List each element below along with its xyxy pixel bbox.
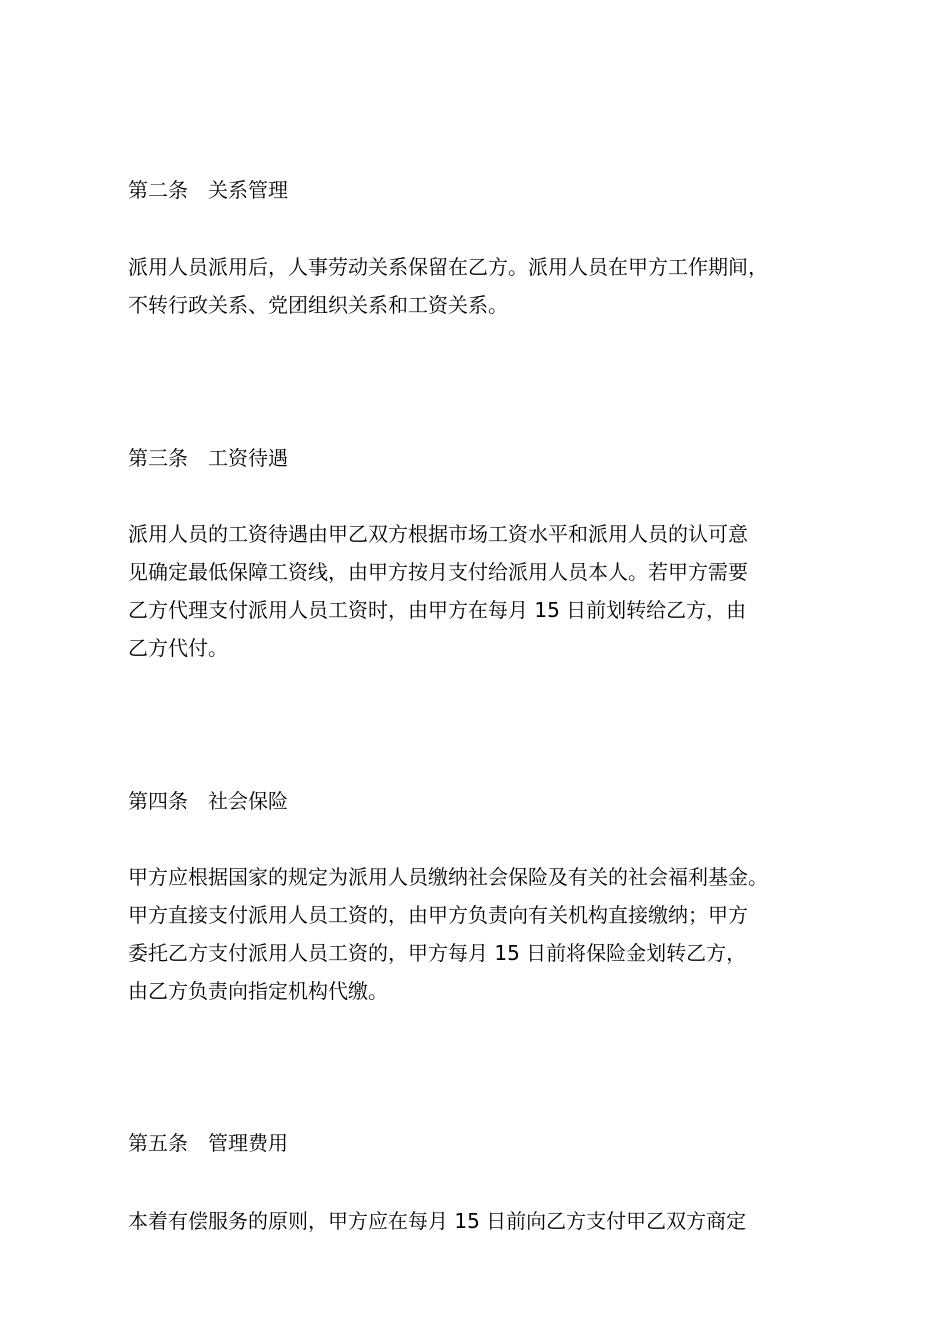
paragraph-line: 乙方代付。 [128,636,228,660]
paragraph-line: 由乙方负责向指定机构代缴。 [128,979,388,1003]
section-heading-3: 第三条 工资待遇 [128,446,288,470]
paragraph-line: 甲方直接支付派用人员工资的，由甲方负责向有关机构直接缴纳；甲方 [128,903,748,927]
section-heading-5: 第五条 管理费用 [128,1131,288,1155]
section-paragraph-5 [128,1202,746,1240]
paragraph-line: 甲方应根据国家的规定为派用人员缴纳社会保险及有关的社会福利基金。 [128,865,768,889]
paragraph-line: 派用人员的工资待遇由甲乙双方根据市场工资水平和派用人员的认可意 [128,522,748,546]
paragraph-line: 委托乙方支付派用人员工资的，甲方每月 15 日前将保险金划转乙方， [128,941,747,965]
paragraph-line: 见确定最低保障工资线，由甲方按月支付给派用人员本人。若甲方需要 [128,560,748,584]
paragraph-line: 派用人员派用后，人事劳动关系保留在乙方。派用人员在甲方工作期间， [128,255,768,279]
section-paragraph-4 [128,858,768,1010]
paragraph-line: 本着有偿服务的原则，甲方应在每月 15 日前向乙方支付甲乙双方商定 [128,1209,747,1233]
paragraph-line: 乙方代理支付派用人员工资时，由甲方在每月 15 日前划转给乙方，由 [128,598,747,622]
section-paragraph-3 [128,515,748,667]
section-paragraph-2 [128,248,768,324]
section-heading-4: 第四条 社会保险 [128,789,288,813]
paragraph-line: 不转行政关系、党团组织关系和工资关系。 [128,293,508,317]
section-heading-2: 第二条 关系管理 [128,178,288,202]
